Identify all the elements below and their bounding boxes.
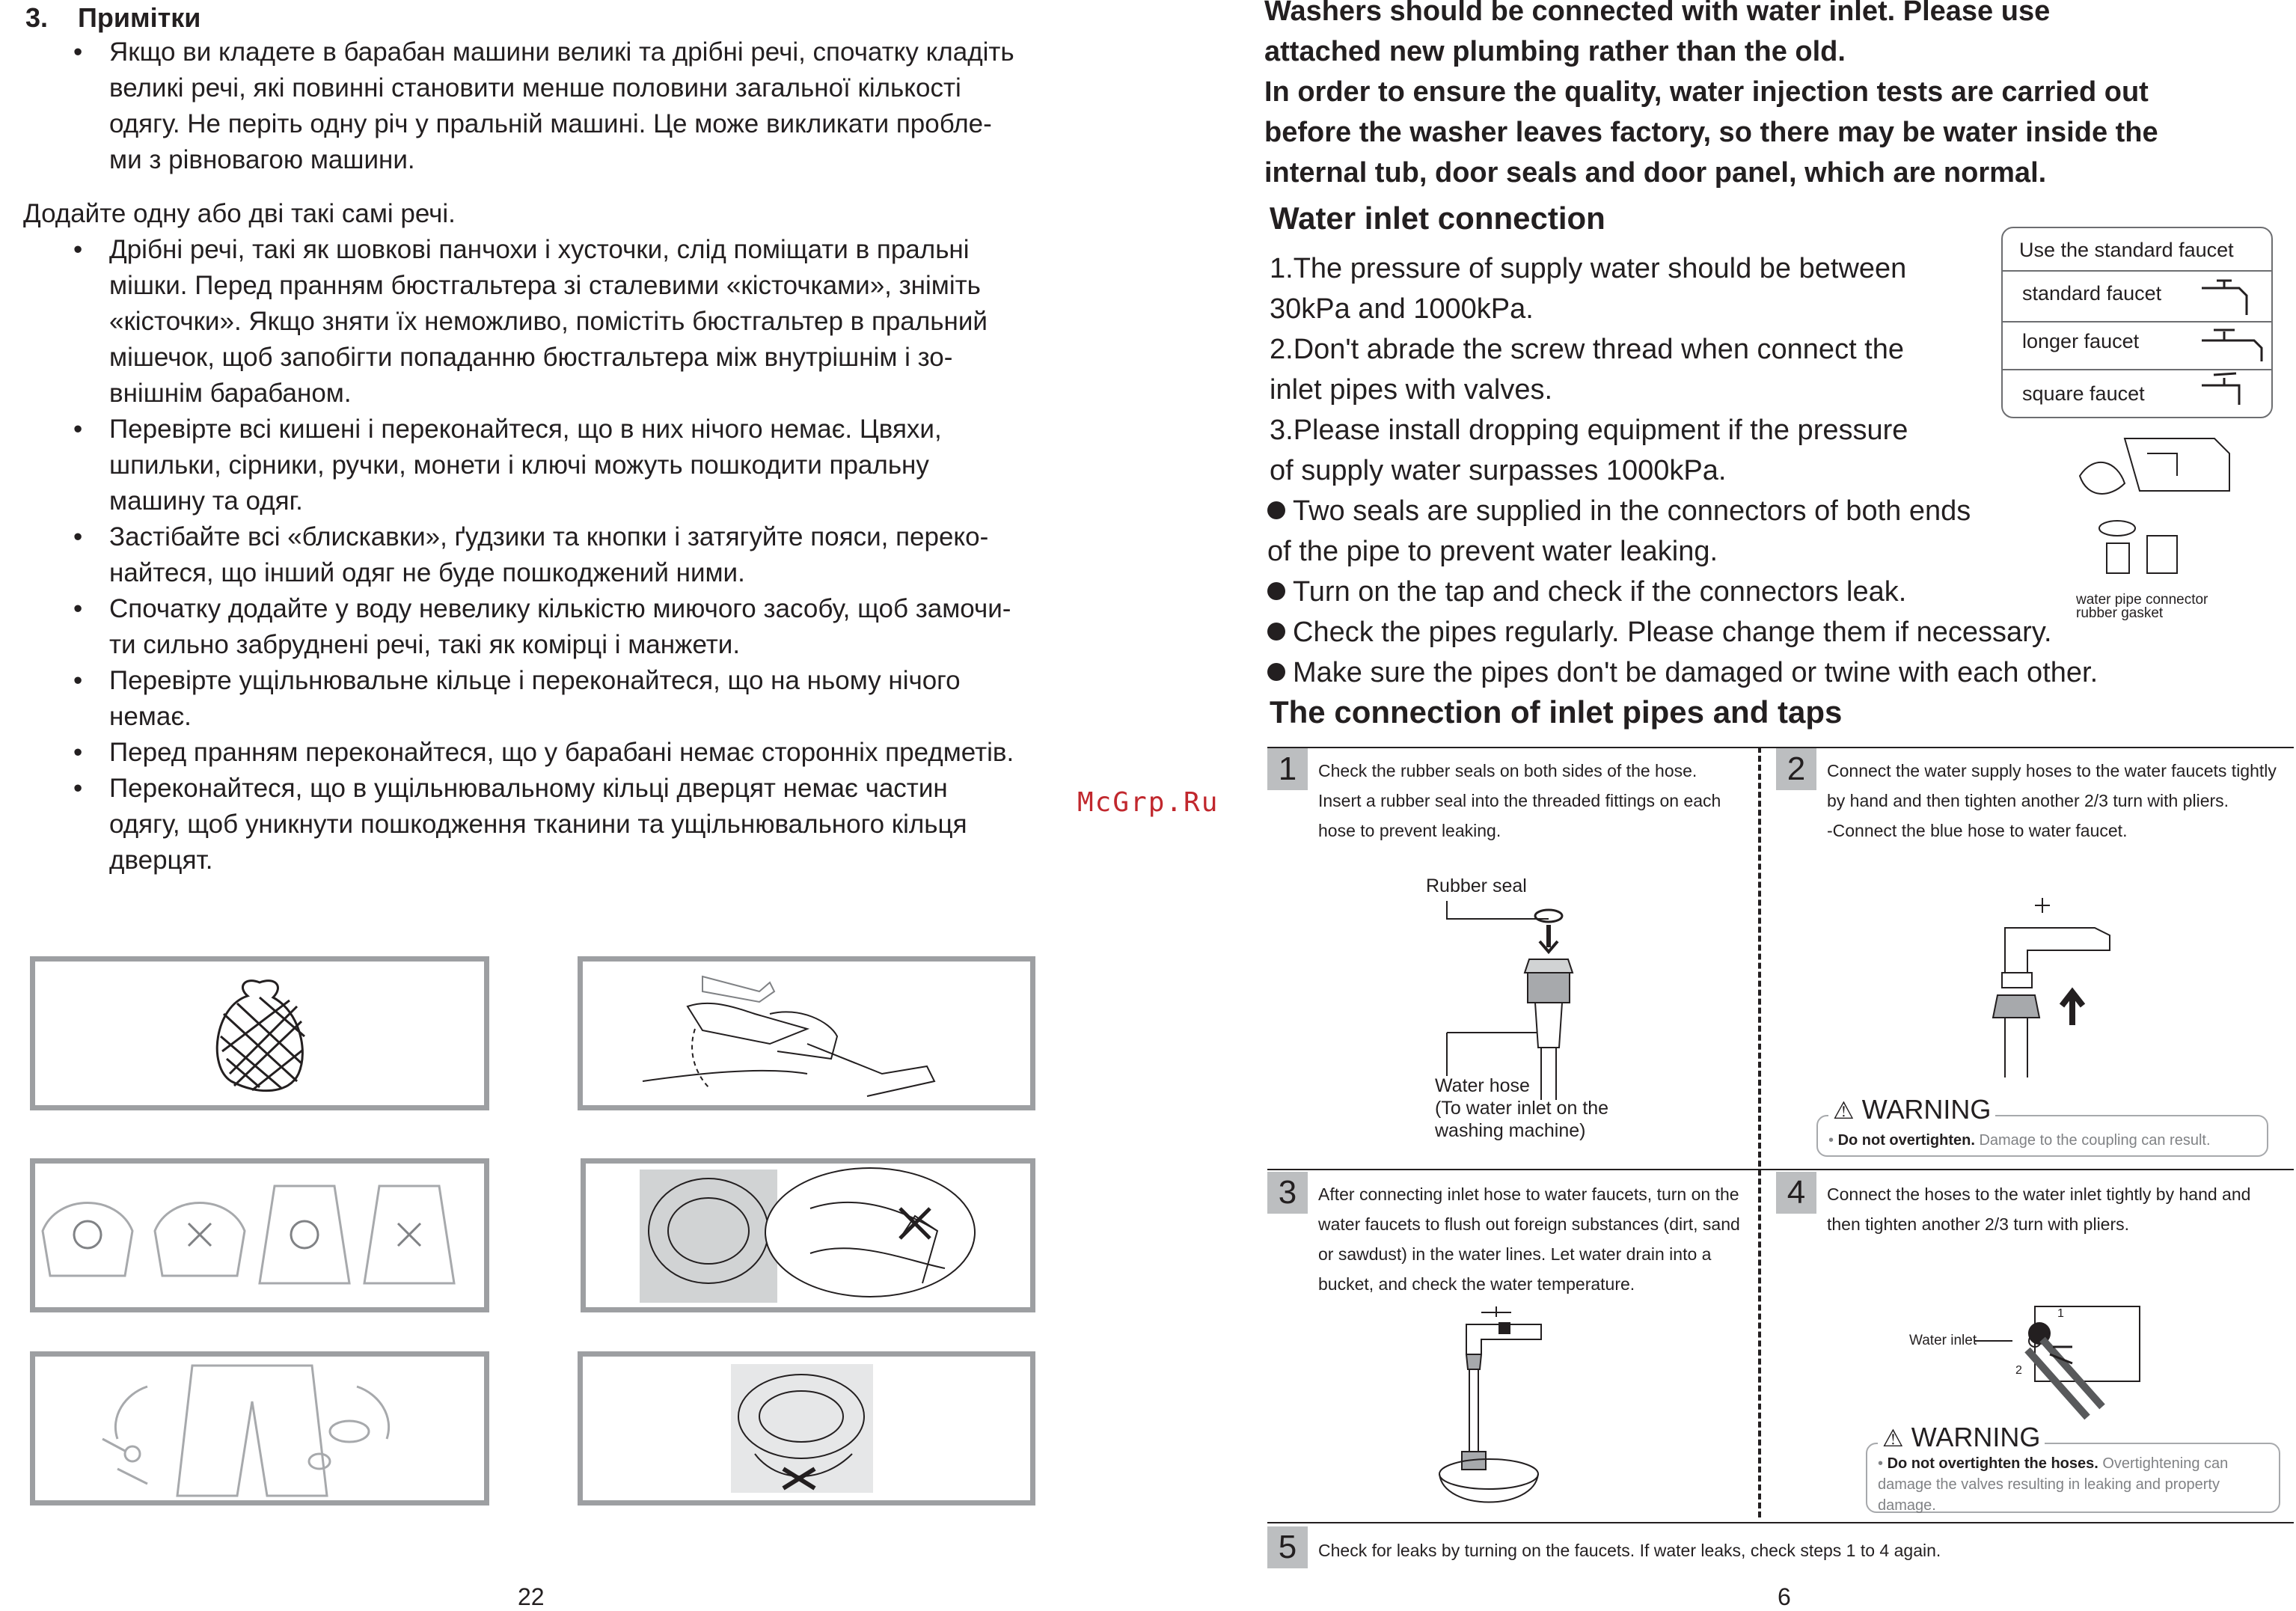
faucet-row-label: standard faucet — [2022, 282, 2162, 305]
section-title: Примітки — [78, 2, 201, 33]
warning-title: ⚠ WARNING — [1828, 1094, 1995, 1125]
faucet-types-box — [2001, 227, 2273, 418]
water-inlet-illustration — [1960, 1302, 2155, 1422]
warning-box — [1866, 1443, 2280, 1513]
list-item: • Застібайте всі «блискавки», ґудзики та кнопки і затягуйте пояси, переко- найтеся, що інший одяг не буде пошкоджений ними. — [73, 519, 1061, 591]
installation-notice: Washers should be connected with water inlet. Please use attached new plumbing rather than the old. In order to ensure the quality, water injection tests are carried out before the washer leaves factory, so there may be water inside the internal tub, door seals and door panel, which are normal. — [1264, 0, 2158, 189]
list-item: 2.Don't abrade the screw thread when connect the inlet pipes with valves. — [1270, 334, 1905, 406]
longer-faucet-icon — [2202, 330, 2262, 361]
bullet-dot-icon — [1267, 663, 1285, 681]
water-inlet-label: Water inlet — [1909, 1333, 1977, 1348]
step-number: 2 — [1776, 748, 1816, 790]
grid-bottom-rule — [1267, 1522, 2294, 1523]
intro-text: Додайте одну або дві такі самі речі. — [23, 199, 456, 228]
list-item: • Переконайтеся, що в ущільнювальному кільці дверцят немає частин одягу, щоб уникнути пошкодження тканини та ущільнювального кільця дверцят. — [73, 771, 1061, 878]
section-number: 3. — [25, 2, 49, 33]
list-item: • Якщо ви кладете в барабан машини великі та дрібні речі, спочатку кладіть великі речі, які повинні становити менше половини загальної кількості одягу. Не періть одну річ у пральній машині. Це може викликати пробле- ми з рівновагою машини. — [73, 34, 1061, 178]
list-item: • Перевірте всі кишені і переконайтеся, що в них нічого немає. Цвяхи, шпильки, сірники, ручки, монети і ключі можуть пошкодити пральну машину та одяг. — [73, 412, 1061, 519]
bullet-text: Перевірте ущільнювальне кільце і переконайтеся, що на ньому нічого немає. — [109, 666, 961, 731]
bullet-dot-icon — [1267, 623, 1285, 641]
list-item: 1.The pressure of supply water should be between 30kPa and 1000kPa. — [1270, 253, 1907, 325]
faucet-box-header: Use the standard faucet — [2019, 239, 2234, 261]
door-seal-illustration — [581, 1158, 1035, 1312]
list-item: Make sure the pipes don't be damaged or twine with each other. — [1267, 652, 2098, 693]
list-item: • Перед пранням переконайтеся, що у барабані немає сторонніх предметів. — [73, 735, 1061, 771]
callout-2: 2 — [2015, 1364, 2022, 1377]
step-text: Connect the hoses to the water inlet tightly by hand and then tighten another 2/3 turn with pliers. — [1827, 1184, 2251, 1234]
warning-title: ⚠ WARNING — [1878, 1422, 2045, 1453]
warning-icon: ⚠ — [1882, 1425, 1904, 1452]
step-text: Check the rubber seals on both sides of the hose. Insert a rubber seal into the threaded fittings on each hose to prevent leaking. — [1318, 761, 1721, 840]
step-number: 1 — [1267, 748, 1308, 790]
drum-check-illustration — [578, 1351, 1035, 1505]
warning-text: • Do not overtighten the hoses. Overtightening can damage the valves resulting in leaking and property damage. — [1878, 1455, 2229, 1514]
connector-illustration — [2065, 424, 2244, 596]
drum-icon — [583, 1357, 1030, 1500]
warning-icon: ⚠ — [1833, 1097, 1855, 1124]
fastened-clothes-illustration — [30, 1158, 489, 1312]
bullet-text: Перевірте всі кишені і переконайтеся, що в них нічого немає. Цвяхи, шпильки, сірники, ручки, монети і ключі можуть пошкодити пральну машину та одяг. — [109, 415, 942, 516]
connection-heading: The connection of inlet pipes and taps — [1270, 694, 1843, 730]
list-item: • Дрібні речі, такі як шовкові панчохи і хусточки, слід поміщати в пральні мішки. Перед пранням бюстгальтера зі сталевими «кісточками», зніміть «кісточки». Якщо зняти їх неможливо, помістіть бюстгальтер в пральний мішечок, щоб запобігти попаданню бюстгальтера між внутрішнім і зо- внішнім барабаном. — [73, 232, 1061, 412]
bullet-text: Застібайте всі «блискавки», ґудзики та кнопки і затягуйте пояси, переко- найтеся, що інший одяг не буде пошкоджений ними. — [109, 522, 989, 587]
bullet-text: Спочатку додайте у воду невелику кількістю миючого засобу, щоб замочи- ти сильно забруднені речі, такі як комірці і манжети. — [109, 594, 1011, 659]
step-number: 4 — [1776, 1172, 1816, 1214]
faucet-bucket-illustration — [1436, 1302, 1571, 1519]
bullet-text: Перед пранням переконайтеся, що у барабані немає сторонніх предметів. — [109, 738, 1014, 767]
trousers-icon — [35, 1357, 484, 1500]
step-text: Check for leaks by turning on the faucets. If water leaks, check steps 1 to 4 again. — [1318, 1541, 1941, 1560]
shirts-icon — [35, 1164, 484, 1307]
list-item: 3.Please install dropping equipment if the pressure of supply water surpasses 1000kPa. — [1270, 415, 1908, 486]
detergent-bottle-icon — [583, 962, 1030, 1105]
warning-text: • Do not overtighten. Damage to the coupling can result. — [1828, 1132, 2211, 1149]
step-text: After connecting inlet hose to water faucets, turn on the water faucets to flush out foreign substances (dirt, sand or sawdust) in the water lines. Let water drain into a bucket, and check the water temperature. — [1318, 1184, 1740, 1294]
step-text: Connect the water supply hoses to the water faucets tightly by hand and then tighten another 2/3 turn with pliers. -Connect the blue hose to water faucet. — [1827, 761, 2277, 840]
list-item: Turn on the tap and check if the connectors leak. — [1267, 572, 1906, 612]
square-faucet-icon — [2202, 373, 2239, 405]
standard-faucet-icon — [2202, 281, 2247, 315]
detergent-illustration — [578, 956, 1035, 1110]
faucet-icons — [2194, 273, 2269, 415]
bullet-text: Якщо ви кладете в барабан машини великі та дрібні речі, спочатку кладіть великі речі, які повинні становити менше половини загальної кількості одягу. Не періть одну річ у пральній машині. Це може викликати пробле- ми з рівновагою машини. — [109, 37, 1014, 174]
list-item: • Перевірте ущільнювальне кільце і переконайтеся, що на ньому нічого немає. — [73, 663, 1061, 735]
water-hose-label: Water hose (To water inlet on the washing machine) — [1435, 1075, 1609, 1141]
grid-center-divider — [1758, 747, 1761, 1517]
watermark: McGrp.Ru — [1077, 787, 1219, 818]
faucet-row-label: square faucet — [2022, 382, 2145, 405]
bullet-dot-icon — [1267, 582, 1285, 600]
empty-pockets-illustration — [30, 1351, 489, 1505]
laundry-bag-icon — [35, 962, 484, 1105]
bullet-dot-icon — [1267, 501, 1285, 519]
step-number: 3 — [1267, 1172, 1308, 1214]
bullet-text: Дрібні речі, такі як шовкові панчохи і хусточки, слід поміщати в пральні мішки. Перед пранням бюстгальтера зі сталевими «кісточками», зніміть «кісточки». Якщо зняти їх неможливо, помістіть бюстгальтер в пральний мішечок, щоб запобігти попаданню бюстгальтера між внутрішнім і зо- внішнім барабаном. — [109, 235, 988, 408]
list-item: Two seals are supplied in the connectors of both ends of the pipe to prevent water leaking. — [1267, 495, 1971, 567]
step-number: 5 — [1267, 1526, 1308, 1568]
laundry-bag-illustration — [30, 956, 489, 1110]
page-number: 6 — [1778, 1583, 1791, 1610]
hose-seal-illustration — [1436, 898, 1601, 1107]
gasket-label: rubber gasket — [2076, 605, 2164, 621]
faucet-hose-illustration — [1975, 890, 2147, 1085]
list-item: • Спочатку додайте у воду невелику кількістю миючого засобу, щоб замочи- ти сильно забруднені речі, такі як комірці і манжети. — [73, 591, 1061, 663]
faucet-row-label: longer faucet — [2022, 330, 2140, 352]
connector-label: water pipe connector — [2076, 592, 2208, 608]
page-number: 22 — [518, 1583, 545, 1610]
grid-middle-rule — [1267, 1169, 2294, 1170]
door-seal-icon — [586, 1164, 1030, 1307]
list-item: Check the pipes regularly. Please change them if necessary. — [1267, 612, 2052, 652]
callout-1: 1 — [2057, 1307, 2064, 1320]
bullet-text: Переконайтеся, що в ущільнювальному кільці дверцят немає частин одягу, щоб уникнути пошкодження тканини та ущільнювального кільця дверцят. — [109, 774, 967, 875]
rubber-seal-label: Rubber seal — [1426, 875, 1527, 896]
water-inlet-heading: Water inlet connection — [1270, 201, 1605, 236]
